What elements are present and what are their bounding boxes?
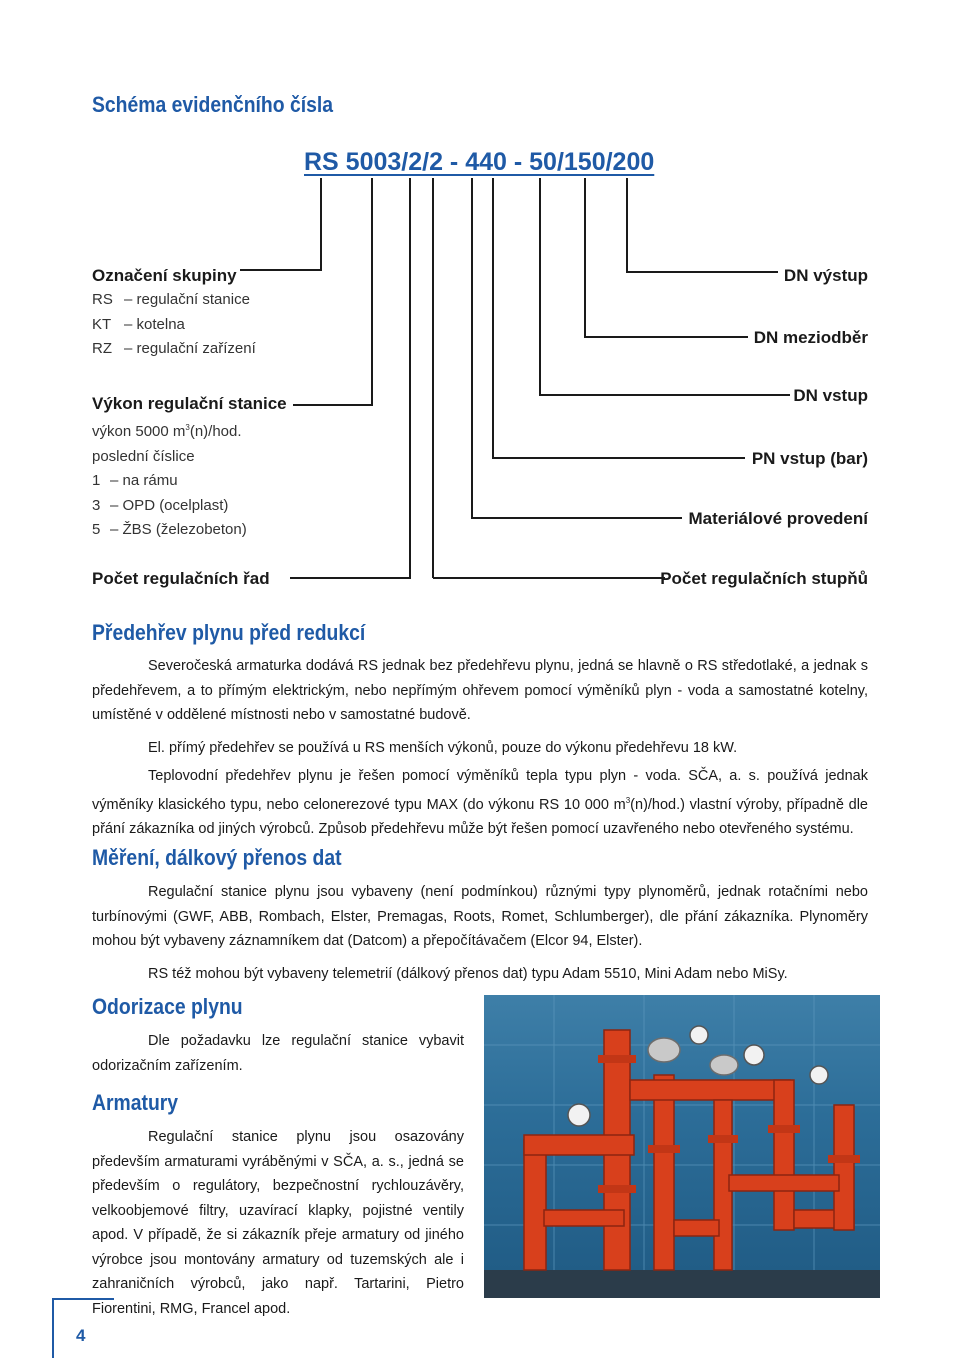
regulation-station-photo [484, 995, 880, 1298]
connector-pn [493, 178, 745, 458]
power-value: výkon 5000 $m^3(n)$/hod. [92, 423, 242, 440]
registration-number-code: RS 5003/2/2 - 440 - 50/150/200 [304, 148, 655, 176]
preheat-paragraph-1: Severočeská armaturka dodává RS jednak bez předehřevu plynu, jedná se hlavně o RS středotlaké, a jednak s předehřevem, a to přímým elektrickým, nebo nepřímým ohřevem pomocí výměníků plyn - voda a samostatné kotelny, umístěné v oddělené místnosti nebo v samostatné budově. [92, 658, 868, 723]
measurement-text [92, 880, 868, 986]
rows-label: Počet regulačních řad [92, 569, 270, 588]
stages-label: Počet regulačních stupňů [660, 569, 868, 588]
digit-item: 5 – ŽBS (železobeton) [92, 521, 247, 538]
dn-mid-label: DN meziodběr [753, 328, 868, 347]
connector-group [240, 178, 321, 270]
group-item: KT – kotelna [92, 315, 185, 333]
preheat-paragraph-3: Teplovodní předehřev plynu je řešen pomocí výměníků tepla typu plyn - voda. SČA, a. s. používá jednak výměníky klasického typu, nebo celonerezové typu MAX (do výkonu RS 10 000 $m^3(n)/hod$.) vlastní výroby, případně dle přání zákazníka od jiných výrobců. Způsob předehřevu může být řešen pomocí uzavřeného nebo otevřeného systému. [92, 768, 868, 837]
section-title-measurement: Měření, dálkový přenos dat [92, 845, 342, 870]
section-title-fittings: Armatury [92, 1090, 179, 1115]
fittings-paragraph: Regulační stanice plynu jsou osazovány především armaturami vyráběnými v SČA, a. s., jedná se především o regulátory, bezpečnostní rychlouzávěry, velkoobjemové filtry, uzavírací klapky, pojistné ventily apod. V případě, že si zákazník přeje armatury od jiného výrobce jsou montovány armatury od tuzemských ale i zahraničních výrobců, jako např. Tartarini, Pietro Fiorentini, RMG, Francel apod. [92, 1129, 464, 1317]
power-label: Výkon regulační stanice [92, 394, 287, 413]
pn-in-label: PN vstup (bar) [751, 449, 868, 468]
digit-item: 1 – na rámu [92, 472, 178, 489]
power-list [92, 416, 247, 543]
page-number: 4 [76, 1326, 86, 1345]
group-list [92, 288, 256, 362]
last-digit-label: poslední číslice [92, 447, 195, 465]
connector-material [472, 178, 682, 518]
preheat-paragraph-2: El. přímý předehřev se používá u RS menších výkonů, pouze do výkonu předehřevu 18 kW. [148, 739, 738, 756]
section-title-schema: Schéma evidenčního čísla [92, 92, 334, 117]
section-title-odorization: Odorizace plynu [92, 994, 243, 1019]
material-label: Materiálové provedení [688, 509, 868, 528]
page-number-box [52, 1298, 114, 1358]
group-item: RS – regulační stanice [92, 291, 250, 308]
odorization-text [92, 1029, 464, 1078]
group-item: RZ – regulační zařízení [92, 340, 256, 357]
dn-out-label: DN výstup [783, 266, 868, 285]
connector-rows [290, 178, 410, 578]
measurement-paragraph-2: RS též mohou být vybaveny telemetrií (dálkový přenos dat) typu Adam 5510, Mini Adam nebo MiSy. [148, 965, 788, 982]
connector-power [293, 178, 372, 405]
section-title-preheat: Předehřev plynu před redukcí [92, 620, 366, 645]
group-label: Označení skupiny [92, 266, 237, 285]
connector-dn-out [627, 178, 778, 272]
connector-dn-in [540, 178, 790, 395]
preheat-text [92, 654, 868, 841]
fittings-text [92, 1125, 464, 1321]
pipework-illustration [484, 995, 880, 1298]
dn-in-label: DN vstup [793, 386, 868, 405]
digit-item: 3 – OPD (ocelplast) [92, 496, 229, 514]
connector-dn-mid [585, 178, 748, 337]
odorization-paragraph: Dle požadavku lze regulační stanice vybavit odorizačním zařízením. [92, 1033, 464, 1074]
measurement-paragraph-1: Regulační stanice plynu jsou vybaveny (není podmínkou) různými typy plynoměrů, jednak rotačními nebo turbínovými (GWF, ABB, Rombach, Elster, Premagas, Roots, Romet, Schlumberger), dle přání zákazníka. Plynoměry mohou být vybaveny záznamníkem dat (Datcom) a přepočítávačem (Elcor 94, Elster). [92, 884, 868, 949]
